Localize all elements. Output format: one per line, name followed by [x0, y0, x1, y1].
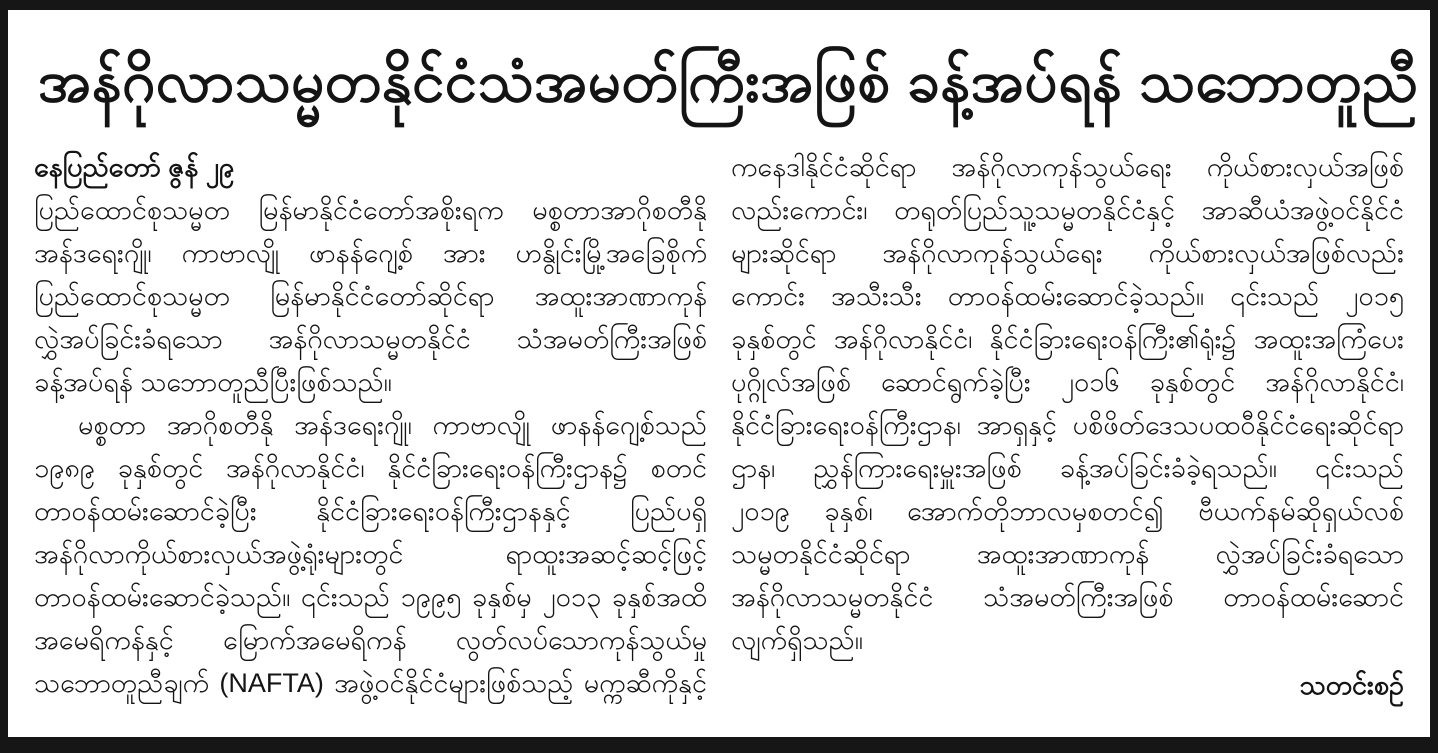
article-line: လွှဲအပ်ခြင်းခံရသော အန်ဂိုလာသမ္မတနိုင်ငံ သံအမတ်ကြီးအဖြစ် — [34, 324, 707, 354]
article-line: ၂၀၁၉ ခုနှစ်၊ အောက်တိုဘာလမှစတင်၍ ဗီယက်နမ်ဆိုရှယ်လစ် — [731, 496, 1404, 526]
article-line: အန်ဂိုလာကိုယ်စားလှယ်အဖွဲ့ရုံးများတွင် ရာထူးအဆင့်ဆင့်ဖြင့် — [34, 539, 707, 569]
article-line: ခုနှစ်တွင် အန်ဂိုလာနိုင်ငံ၊ နိုင်ငံခြားရေးဝန်ကြီး၏ရုံး၌ အထူးအကြံပေး — [731, 324, 1404, 354]
article-line: ခန့်အပ်ရန် သဘောတူညီပြီးဖြစ်သည်။ — [34, 367, 392, 397]
article-line: သဘောတူညီချက် (NAFTA) အဖွဲ့ဝင်နိုင်ငံများဖြစ်သည့် မက္ကဆီကိုနှင့် — [34, 668, 707, 698]
article-line: ပြည်ထောင်စုသမ္မတ မြန်မာနိုင်ငံတော်အစိုးရက မစ္စတာအာဂိုစတီနို — [34, 195, 707, 225]
article-line: မစ္စတာ အာဂိုစတီနို အန်ဒရေးဂျို၊ ကာဗာလျို ဖာနန်ဂျေ့စ်သည် — [78, 410, 707, 440]
article-line: ကောင်း အသီးသီး တာဝန်ထမ်းဆောင်ခဲ့သည်။ ၎င်းသည် ၂၀၁၅ — [731, 281, 1404, 311]
article-line: သမ္မတနိုင်ငံဆိုင်ရာ အထူးအာဏာကုန် လွှဲအပ်ခြင်းခံရသော — [731, 539, 1404, 569]
article-line: ပုဂ္ဂိုလ်အဖြစ် ဆောင်ရွက်ခဲ့ပြီး ၂၀၁၆ ခုနှစ်တွင် အန်ဂိုလာနိုင်ငံ၊ — [731, 367, 1404, 397]
article-body-columns — [8, 146, 1430, 707]
article-line: အန်ဂိုလာသမ္မတနိုင်ငံ သံအမတ်ကြီးအဖြစ် တာဝန်ထမ်းဆောင် — [731, 582, 1404, 612]
dateline: နေပြည်တော် ဇွန် ၂၉ — [34, 152, 235, 182]
article-line: ဌာန၊ ညွှန်ကြားရေးမှူးအဖြစ် ခန့်အပ်ခြင်းခံခဲ့ရသည်။ ၎င်းသည် — [731, 453, 1404, 483]
right-column — [731, 146, 1404, 707]
article-line: အန်ဒရေးဂျို၊ ကာဗာလျို ဖာနန်ဂျေ့စ် အား ဟနွိုင်းမြို့အခြေစိုက် — [34, 238, 707, 268]
article-line: ပြည်ထောင်စုသမ္မတ မြန်မာနိုင်ငံတော်ဆိုင်ရာ အထူးအာဏာကုန် — [34, 281, 707, 311]
article-line: နိုင်ငံခြားရေးဝန်ကြီးဌာန၊ အာရှနှင့် ပစိဖိတ်ဒေသပထဝီနိုင်ငံရေးဆိုင်ရာ — [731, 410, 1404, 440]
article-line: ၁၉၈၉ ခုနှစ်တွင် အန်ဂိုလာနိုင်ငံ၊ နိုင်ငံခြားရေးဝန်ကြီးဌာန၌ စတင် — [34, 453, 707, 483]
article-line: ကနေဒါနိုင်ငံဆိုင်ရာ အန်ဂိုလာကုန်သွယ်ရေး ကိုယ်စားလှယ်အဖြစ် — [731, 152, 1404, 182]
news-agency-signoff: သတင်းစဉ် — [1299, 670, 1404, 700]
article-line: လျက်ရှိသည်။ — [731, 625, 863, 655]
article-line: တာဝန်ထမ်းဆောင်ခဲ့သည်။ ၎င်းသည် ၁၉၉၅ ခုနှစ်မှ ၂၀၁၃ ခုနှစ်အထိ — [34, 582, 707, 612]
article-line: လည်းကောင်း၊ တရုတ်ပြည်သူ့သမ္မတနိုင်ငံနှင့် အာဆီယံအဖွဲ့ဝင်နိုင်ငံ — [731, 195, 1404, 225]
article-line: တာဝန်ထမ်းဆောင်ခဲ့ပြီး နိုင်ငံခြားရေးဝန်ကြီးဌာနနှင့် ပြည်ပရှိ — [34, 496, 707, 526]
article-headline: အန်ဂိုလာသမ္မတနိုင်ငံသံအမတ်ကြီးအဖြစ် ခန့်အပ်ရန် သဘောတူညီ — [38, 49, 1419, 114]
left-column — [34, 146, 707, 707]
article-line: များဆိုင်ရာ အန်ဂိုလာကုန်သွယ်ရေး ကိုယ်စားလှယ်အဖြစ်လည်း — [731, 238, 1404, 268]
article-line: အမေရိကန်နှင့် မြောက်အမေရိကန် လွတ်လပ်သောကုန်သွယ်မှု — [34, 625, 707, 655]
